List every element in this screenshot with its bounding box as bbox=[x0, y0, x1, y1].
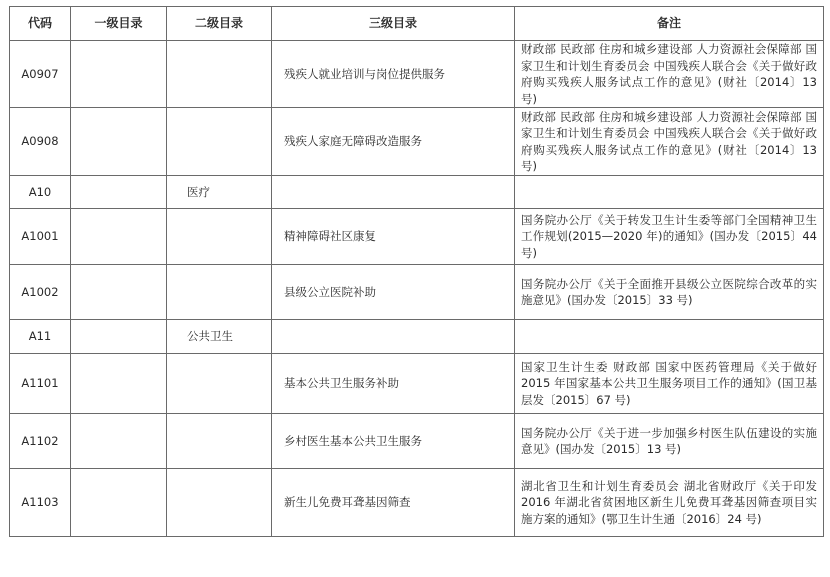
cell-code: A1101 bbox=[10, 354, 71, 414]
cell-note: 国务院办公厅《关于全面推开县级公立医院综合改革的实施意见》(国办发〔2015〕33 号) bbox=[515, 265, 824, 320]
cell-level2: 公共卫生 bbox=[167, 320, 272, 354]
cell-note bbox=[515, 320, 824, 354]
cell-code: A10 bbox=[10, 176, 71, 209]
cell-level3: 新生儿免费耳聋基因筛查 bbox=[272, 469, 515, 537]
cell-note: 财政部 民政部 住房和城乡建设部 人力资源社会保障部 国家卫生和计划生育委员会 中国残疾人联合会《关于做好政府购买残疾人服务试点工作的意见》(财社〔2014〕13 号) bbox=[515, 108, 824, 176]
header-level2: 二级目录 bbox=[167, 7, 272, 41]
header-row bbox=[10, 7, 824, 41]
cell-level2 bbox=[167, 41, 272, 108]
cell-level3 bbox=[272, 320, 515, 354]
cell-note: 湖北省卫生和计划生育委员会 湖北省财政厅《关于印发 2016 年湖北省贫困地区新生儿免费耳聋基因筛查项目实施方案的通知》(鄂卫生计生通〔2016〕24 号) bbox=[515, 469, 824, 537]
cell-note: 财政部 民政部 住房和城乡建设部 人力资源社会保障部 国家卫生和计划生育委员会 中国残疾人联合会《关于做好政府购买残疾人服务试点工作的意见》(财社〔2014〕13 号) bbox=[515, 41, 824, 108]
catalog-table bbox=[9, 6, 824, 537]
cell-level2 bbox=[167, 265, 272, 320]
header-level1: 一级目录 bbox=[71, 7, 167, 41]
cell-code: A1002 bbox=[10, 265, 71, 320]
cell-level2 bbox=[167, 209, 272, 265]
table-row bbox=[10, 209, 824, 265]
table-row bbox=[10, 41, 824, 108]
table-body bbox=[10, 41, 824, 537]
cell-code: A11 bbox=[10, 320, 71, 354]
cell-level3: 残疾人家庭无障碍改造服务 bbox=[272, 108, 515, 176]
cell-code: A0907 bbox=[10, 41, 71, 108]
cell-level1 bbox=[71, 108, 167, 176]
cell-level1 bbox=[71, 414, 167, 469]
cell-note bbox=[515, 176, 824, 209]
cell-code: A1001 bbox=[10, 209, 71, 265]
table-row bbox=[10, 469, 824, 537]
cell-level2: 医疗 bbox=[167, 176, 272, 209]
cell-level1 bbox=[71, 176, 167, 209]
cell-level2 bbox=[167, 354, 272, 414]
cell-level3: 基本公共卫生服务补助 bbox=[272, 354, 515, 414]
cell-code: A1102 bbox=[10, 414, 71, 469]
cell-level1 bbox=[71, 320, 167, 354]
cell-code: A1103 bbox=[10, 469, 71, 537]
cell-level2 bbox=[167, 108, 272, 176]
cell-level1 bbox=[71, 469, 167, 537]
table-row bbox=[10, 265, 824, 320]
table-row bbox=[10, 414, 824, 469]
table-header bbox=[10, 7, 824, 41]
cell-level3 bbox=[272, 176, 515, 209]
cell-level3: 乡村医生基本公共卫生服务 bbox=[272, 414, 515, 469]
cell-level2 bbox=[167, 469, 272, 537]
cell-note: 国务院办公厅《关于进一步加强乡村医生队伍建设的实施意见》(国办发〔2015〕13 号) bbox=[515, 414, 824, 469]
header-code: 代码 bbox=[10, 7, 71, 41]
table-row bbox=[10, 176, 824, 209]
cell-level1 bbox=[71, 354, 167, 414]
cell-note: 国务院办公厅《关于转发卫生计生委等部门全国精神卫生工作规划(2015—2020 年)的通知》(国办发〔2015〕44 号) bbox=[515, 209, 824, 265]
cell-level3: 县级公立医院补助 bbox=[272, 265, 515, 320]
cell-level1 bbox=[71, 209, 167, 265]
cell-level1 bbox=[71, 265, 167, 320]
table-row bbox=[10, 320, 824, 354]
cell-level2 bbox=[167, 414, 272, 469]
cell-code: A0908 bbox=[10, 108, 71, 176]
cell-level3: 残疾人就业培训与岗位提供服务 bbox=[272, 41, 515, 108]
header-level3: 三级目录 bbox=[272, 7, 515, 41]
table-row bbox=[10, 108, 824, 176]
cell-level3: 精神障碍社区康复 bbox=[272, 209, 515, 265]
header-note: 备注 bbox=[515, 7, 824, 41]
cell-level1 bbox=[71, 41, 167, 108]
cell-note: 国家卫生计生委 财政部 国家中医药管理局《关于做好 2015 年国家基本公共卫生服务项目工作的通知》(国卫基层发〔2015〕67 号) bbox=[515, 354, 824, 414]
table-row bbox=[10, 354, 824, 414]
